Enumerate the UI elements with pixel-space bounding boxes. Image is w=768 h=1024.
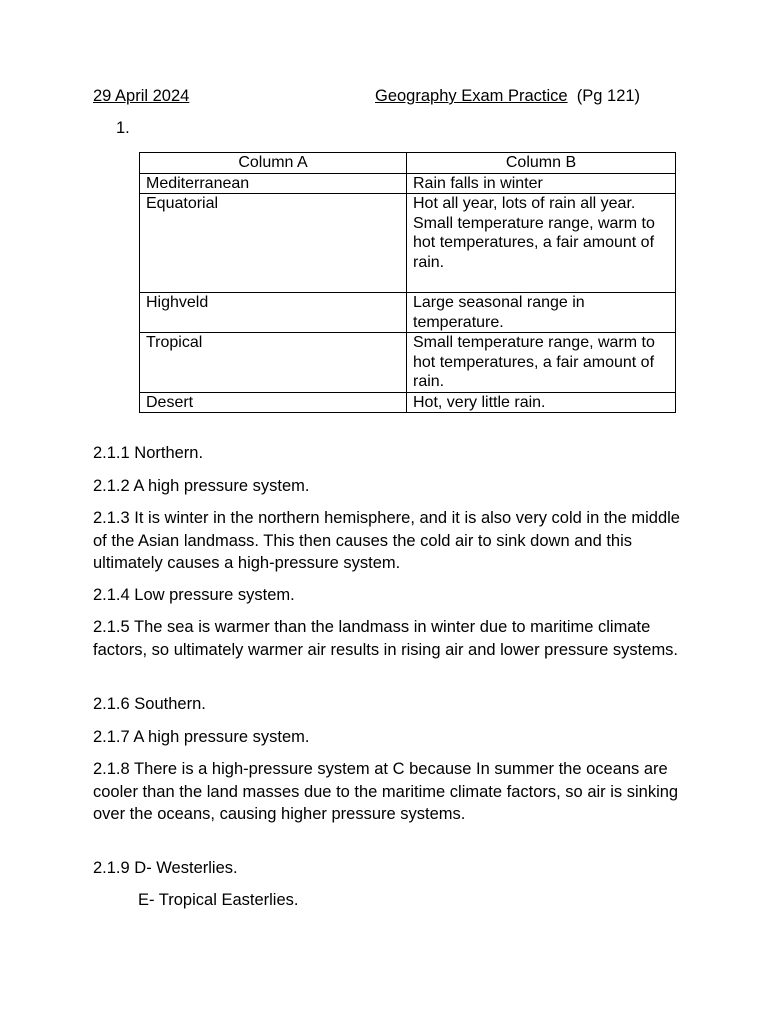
subject-title: Geography Exam Practice (375, 87, 568, 105)
column-a-header: Column A (140, 153, 407, 174)
table-row (140, 173, 676, 194)
table-cell: Small temperature range, warm to hot temperatures, a fair amount of rain. (407, 333, 676, 393)
table-row (140, 194, 676, 293)
table-row (140, 333, 676, 393)
table-cell: Hot all year, lots of rain all year. Small temperature range, warm to hot temperatures, a fair amount of rain. (407, 194, 676, 293)
table-cell: Mediterranean (140, 173, 407, 194)
answer-2-1-7: 2.1.7 A high pressure system. (93, 728, 310, 746)
answer-2-1-1: 2.1.1 Northern. (93, 444, 204, 462)
table-cell: Tropical (140, 333, 407, 393)
column-b-header: Column B (407, 153, 676, 174)
climate-table (139, 152, 676, 413)
page-header (93, 87, 708, 109)
answer-2-1-8: 2.1.8 There is a high-pressure system at C because In summer the oceans are cooler than the land masses due to the maritime climate factors, so air is sinking over the oceans, causing higher pressure systems. (93, 760, 679, 823)
table-header-row (140, 153, 676, 174)
answer-2-1-9-d: 2.1.9 D- Westerlies. (93, 859, 238, 877)
answer-2-1-3: 2.1.3 It is winter in the northern hemisphere, and it is also very cold in the middle of the Asian landmass. This then causes the cold air to sink down and this ultimately causes a high-pressure system. (93, 509, 680, 572)
table-cell: Highveld (140, 293, 407, 333)
table-row (140, 293, 676, 333)
page-reference: (Pg 121) (576, 87, 641, 105)
answer-2-1-9-e: E- Tropical Easterlies. (138, 891, 299, 909)
table-cell: Rain falls in winter (407, 173, 676, 194)
question-number: 1. (116, 119, 130, 137)
table-cell: Desert (140, 392, 407, 413)
table-row (140, 392, 676, 413)
table-cell: Equatorial (140, 194, 407, 293)
answer-2-1-4: 2.1.4 Low pressure system. (93, 586, 295, 604)
date: 29 April 2024 (93, 87, 190, 105)
answer-2-1-2: 2.1.2 A high pressure system. (93, 477, 310, 495)
table-cell: Large seasonal range in temperature. (407, 293, 676, 333)
answer-2-1-5: 2.1.5 The sea is warmer than the landmass in winter due to maritime climate factors, so ultimately warmer air results in rising air and lower pressure systems. (93, 618, 679, 659)
title-group (375, 87, 640, 106)
answer-2-1-6: 2.1.6 Southern. (93, 695, 206, 713)
table-cell: Hot, very little rain. (407, 392, 676, 413)
